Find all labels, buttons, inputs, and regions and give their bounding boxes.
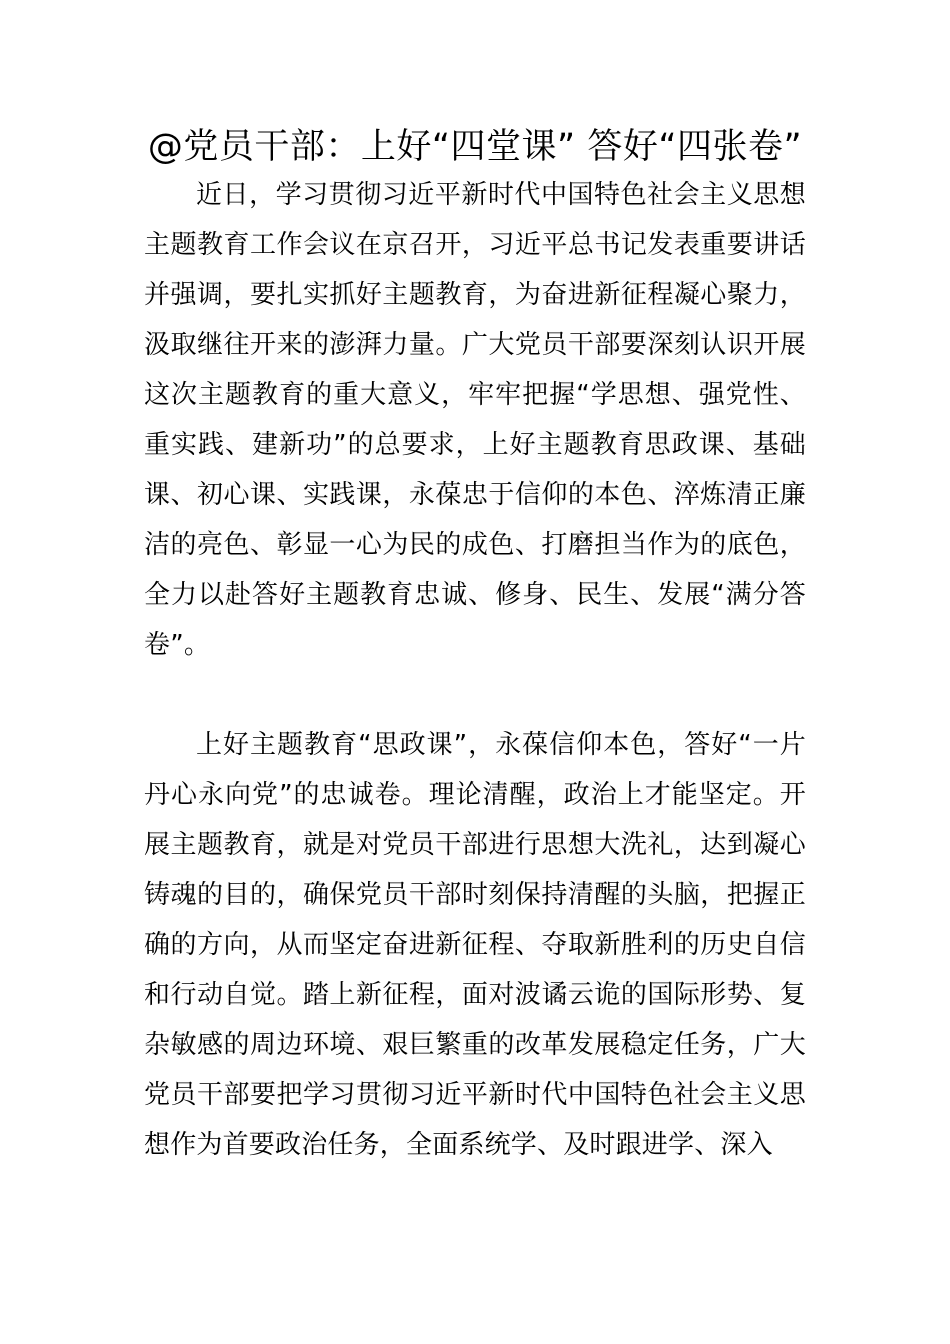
document-title: @党员干部：上好“四堂课” 答好“四张卷” (147, 127, 803, 167)
document-page (144, 124, 806, 1170)
paragraph-intro: 近日，学习贯彻习近平新时代中国特色社会主义思想主题教育工作会议在京召开，习近平总书记发表重要讲话并强调，要扎实抓好主题教育，为奋进新征程凝心聚力，汲取继往开来的澎湃力量。广大党员干部要深刻认识开展这次主题教育的重大意义，牢牢把握“学思想、强党性、重实践、建新功”的总要求，上好主题教育思政课、基础课、初心课、实践课，永葆忠于信仰的本色、淬炼清正廉洁的亮色、彰显一心为民的成色、打磨担当作为的底色，全力以赴答好主题教育忠诚、修身、民生、发展“满分答卷”。 (144, 180, 806, 660)
paragraph-ideology-class: 上好主题教育“思政课”，永葆信仰本色，答好“一片丹心永向党”的忠诚卷。理论清醒，政治上才能坚定。开展主题教育，就是对党员干部进行思想大洗礼，达到凝心铸魂的目的，确保党员干部时刻保持清醒的头脑，把握正确的方向，从而坚定奋进新征程、夺取新胜利的历史自信和行动自觉。踏上新征程，面对波谲云诡的国际形势、复杂敏感的周边环境、艰巨繁重的改革发展稳定任务，广大党员干部要把学习贯彻习近平新时代中国特色社会主义思想作为首要政治任务，全面系统学、及时跟进学、深入 (144, 730, 806, 1160)
